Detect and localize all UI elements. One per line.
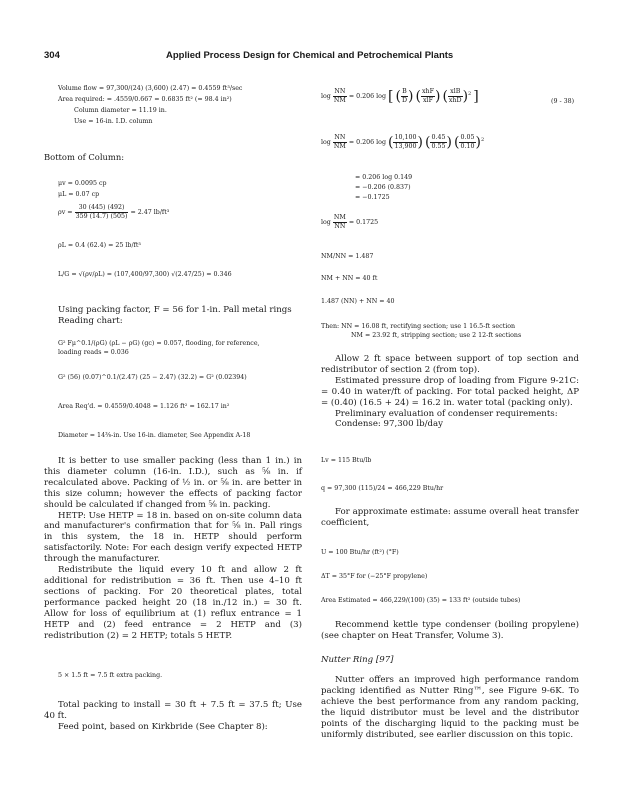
allow-space-paragraph: Allow 2 ft space between support of top section and redistributor of section 2 (from top).	[321, 354, 579, 375]
recommend-paragraph	[321, 620, 579, 642]
eq-b-d-fraction	[401, 88, 408, 105]
eq-exponent: 2	[468, 91, 472, 97]
eq2-fraction-2	[430, 134, 446, 151]
ratio-line: NM/NN = 1.487	[321, 253, 374, 260]
eq2-fraction-1	[393, 134, 417, 151]
nn-denominator: NN	[334, 223, 346, 230]
log-nm-nn-label: log	[321, 219, 331, 226]
rho-v-lhs: ρv =	[58, 209, 73, 216]
eq2-open-paren-3: (	[454, 134, 460, 151]
eq2-exponent: 2	[480, 137, 485, 143]
rho-v-fraction	[75, 204, 129, 221]
volume-flow-line: Volume flow = 97,300/(24) (3,600) (2.47) = 0.4559 ft³/sec	[58, 85, 243, 92]
eq2-nn: NN	[334, 134, 346, 141]
rho-v-denominator: 359 (14.7) (505)	[75, 213, 128, 220]
u-coefficient-line: U = 100 Btu/hr (ft²) (°F)	[321, 549, 399, 556]
eq2-nm: NM	[333, 143, 346, 150]
log-nm-nn-equation	[321, 214, 378, 231]
eq-open-paren-3: (	[442, 88, 448, 105]
eq-nn-nm-fraction	[333, 88, 347, 105]
latent-heat-line: Lv = 115 Btu/lb	[321, 457, 372, 464]
eq-xlf: xlF	[423, 97, 433, 104]
eq2-open-paren-2: (	[425, 134, 431, 151]
heat-duty-line: q = 97,300 (115)/24 = 466,229 Btu/hr	[321, 485, 444, 492]
eq-coefficient: = 0.206 log	[348, 93, 386, 100]
g2-calc-line: G² (56) (0.07)^0.1/(2.47) (25 − 2.47) (32.2) = G² (0.02394)	[58, 374, 247, 381]
rho-v-equation	[58, 204, 169, 221]
nutter-ring-paragraph	[321, 675, 579, 740]
running-header	[44, 50, 581, 66]
calc-product-line: = −0.206 (0.837)	[355, 184, 411, 191]
hetp-paragraph: HETP: Use HETP = 18 in. based on on-site column data and manufacturer's confirmation that for ⅝ in. Pall rings in this system, the 18 in. HETP should perform satisfactorily. Note: For each design verify expected HETP through the manufacturer.	[44, 510, 302, 565]
eq-close-paren-2: )	[434, 88, 441, 105]
eq2-num-2: 0.45	[431, 134, 446, 141]
delta-t-line: ΔT = 35°F for (−25°F propylene)	[321, 573, 428, 580]
equation-number: (9 - 38)	[551, 98, 575, 105]
feed-point-line: Feed point, based on Kirkbride (See Chapter 8):	[58, 721, 268, 732]
eq-xhd: xhD	[448, 97, 462, 104]
condense-line: Condense: 97,300 lb/day	[335, 419, 443, 430]
g2-flooding-line: G² Fμ^0.1/(ρG) (ρL − ρG) (gc) = 0.057, flooding, for reference,	[58, 340, 260, 347]
substituted-equation	[321, 134, 484, 151]
eq-open-paren-1: (	[395, 88, 401, 105]
eq-nm: NM	[333, 97, 346, 104]
bottom-heading: Bottom of Column:	[44, 152, 125, 162]
eq-log-label: log	[321, 93, 331, 100]
rho-v-rhs: = 2.47 lb/ft³	[130, 209, 170, 216]
eq2-num-3: 0.05	[460, 134, 475, 141]
eq-xhf: xhF	[421, 88, 434, 95]
kirkbride-equation	[321, 88, 479, 105]
eq2-den-1: 13,900	[394, 143, 417, 150]
approx-estimate-text: For approximate estimate: assume overall heat transfer coefficient,	[321, 507, 579, 528]
eq-close-bracket: ]	[473, 88, 479, 105]
area-estimated-line: Area Estimated = 466,229/(100) (35) = 133 ft² (outside tubes)	[321, 597, 521, 604]
reading-chart-line: Reading chart:	[58, 315, 123, 326]
lg-ratio-line: L/G = √(ρv/ρL) = (107,400/97,300) √(2.47/25) = 0.346	[58, 271, 232, 278]
eq-close-paren-1: )	[408, 88, 414, 105]
eq-b: B	[402, 88, 407, 95]
smaller-packing-paragraph: It is better to use smaller packing (less than 1 in.) in this diameter column (16-in. I.D.), such as ⅝ in. if recalculated above. Packing of ½ in. or ⅝ in. are better in this size column; however the effects of packing factor should be calculated if changed from ⅝ in. packing.	[44, 456, 302, 510]
packing-factor-text	[44, 305, 302, 327]
eq2-close-paren-3: )	[475, 134, 481, 151]
running-title: Applied Process Design for Chemical and Petrochemical Plants	[166, 50, 454, 61]
nm-numerator: NM	[333, 214, 346, 221]
redistribute-paragraph: Redistribute the liquid every 10 ft and allow 2 ft additional for redistribution = 36 ft. Then use 4–10 ft sections of packing. For 20 theoretical plates, total performance packed height 20 (18 in./12 in.) = 30 ft. Allow for loss of equilibrium at (1) reflux entrance = 1 HETP and (2) feed entrance = 2 HETP and (3) redistribution (2) = 2 HETP; totals 5 HETP.	[44, 565, 302, 641]
preliminary-evaluation-line: Preliminary evaluation of condenser requirements:	[335, 408, 558, 419]
log-nm-nn-result: = 0.1725	[348, 219, 379, 226]
eq-nn: NN	[334, 88, 346, 95]
eq2-num-1: 10,100	[394, 134, 417, 141]
eq-open-paren-2: (	[415, 88, 421, 105]
then-rectifying-line: Then: NN = 16.08 ft, rectifying section; use 1 16.5-ft section	[321, 323, 516, 330]
approx-estimate-paragraph	[321, 507, 579, 529]
eq2-den-3: 0.10	[460, 143, 475, 150]
eq-xlb-xhd-fraction	[448, 88, 463, 105]
extra-packing-line: 5 × 1.5 ft = 7.5 ft extra packing.	[58, 672, 163, 679]
total-packing-line: Total packing to install = 30 ft + 7.5 ft = 37.5 ft; Use 40 ft.	[44, 700, 302, 721]
nm-nn-fraction	[333, 214, 347, 231]
eq2-open-paren-1: (	[388, 134, 394, 151]
page-number: 304	[44, 50, 60, 61]
then-stripping-line: NM = 23.92 ft, stripping section; use 2 12-ft sections	[351, 332, 522, 339]
mu-v-line: μv = 0.0095 cp	[58, 180, 107, 187]
rho-v-numerator: 30 (445) (492)	[75, 204, 129, 213]
eq2-fraction-3	[459, 134, 475, 151]
column-diameter-line: Column diameter = 11.19 in.	[74, 107, 167, 114]
allow-pressure-paragraphs	[321, 354, 579, 430]
body-paragraphs	[44, 456, 302, 641]
eq2-nn-nm-fraction	[333, 134, 347, 151]
eq2-close-paren-1: )	[417, 134, 423, 151]
eq-close-paren-3: )	[462, 88, 469, 105]
mu-l-line: μL = 0.07 cp	[58, 191, 100, 198]
rho-l-line: ρL = 0.4 (62.4) = 25 lb/ft³	[58, 242, 141, 249]
recommend-text: Recommend kettle type condenser (boiling propylene) (see chapter on Heat Transfer, Volume 3).	[321, 620, 579, 641]
eq-xhf-xlf-fraction	[421, 88, 435, 105]
eq3-line: 1.487 (NN) + NN = 40	[321, 298, 395, 305]
eq2-coefficient: = 0.206 log	[348, 139, 386, 146]
pressure-drop-paragraph: Estimated pressure drop of loading from Figure 9-21C: = 0.40 in water/ft of packing. For total packed height, ΔP = (0.40) (16.5 + 24) = 16.2 in. water total (packing only).	[321, 375, 579, 408]
eq-open-bracket: [	[388, 88, 394, 105]
g2-loading-line: loading reads = 0.036	[58, 349, 129, 356]
area-reqd-line: Area Req'd. = 0.4559/0.4048 = 1.126 ft² = 162.17 in²	[58, 403, 230, 410]
eq2-den-2: 0.55	[431, 143, 446, 150]
area-required-line: Area required: = .4559/0.667 = 0.6835 ft² (= 98.4 in²)	[58, 96, 232, 103]
eq2-log-label: log	[321, 139, 331, 146]
total-packing-text	[44, 700, 302, 733]
eq-d: D	[401, 97, 408, 104]
sum-line: NM + NN = 40 ft	[321, 275, 378, 282]
packing-factor-line: Using packing factor, F = 56 for 1-in. Pall metal rings	[58, 305, 292, 315]
diameter-line: Diameter = 14⅜-in. Use 16-in. diameter, See Appendix A-18	[58, 432, 251, 439]
calc-log-line: = 0.206 log 0.149	[355, 174, 413, 181]
nutter-ring-text: Nutter offers an improved high performance random packing identified as Nutter Ring™, see Figure 9-6K. To achieve the best performance from any random packing, the liquid distributor must be level and the distributor points of the discharging liquid to the packing must be uniformly distributed, see earlier discussion on this topic.	[321, 675, 579, 740]
eq-xlb: xlB	[448, 88, 463, 97]
use-column-line: Use = 16-in. I.D. column	[74, 118, 153, 125]
calc-result-line: = −0.1725	[355, 194, 390, 201]
eq2-close-paren-2: )	[446, 134, 452, 151]
nutter-ring-heading: Nutter Ring [97]	[321, 655, 394, 665]
